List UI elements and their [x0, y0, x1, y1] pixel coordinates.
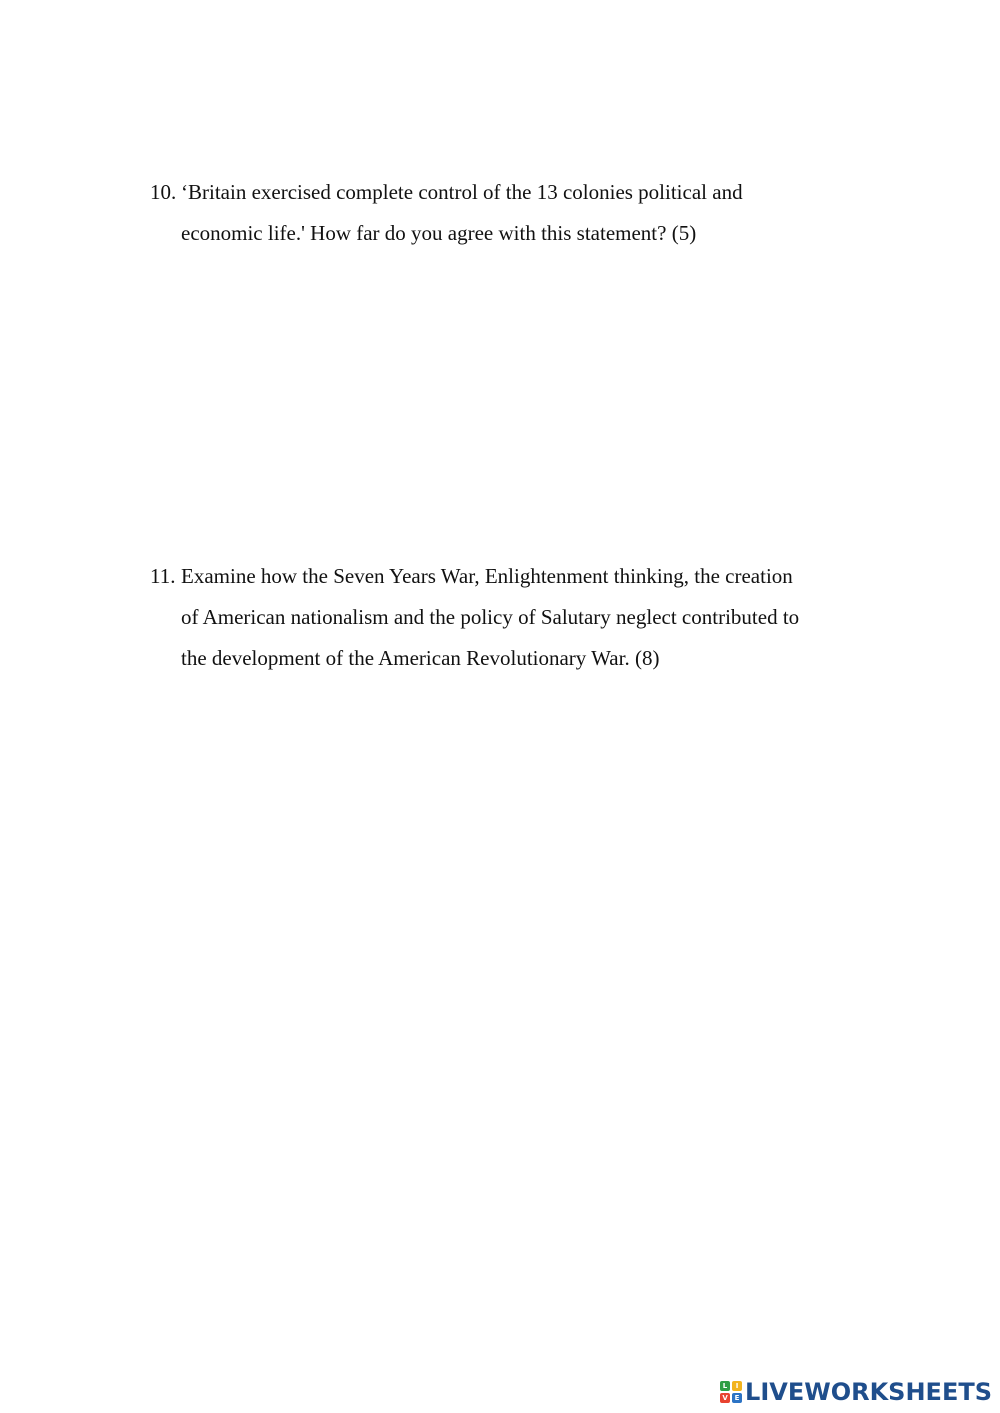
liveworksheets-logo-icon — [720, 1381, 742, 1403]
question-11-text — [181, 556, 890, 679]
question-11-number: 11. — [150, 564, 176, 588]
question-11-line-3: the development of the American Revolutionary War. (8) — [181, 646, 660, 670]
question-10-line-1: ‘Britain exercised complete control of the 13 colonies political and — [181, 180, 743, 204]
question-11-line-2: of American nationalism and the policy of Salutary neglect contributed to — [181, 605, 800, 629]
question-10 — [150, 172, 890, 254]
liveworksheets-brand — [720, 1376, 992, 1408]
logo-square-l: L — [720, 1381, 730, 1391]
answer-area-11[interactable] — [150, 690, 890, 1330]
logo-square-e: E — [732, 1393, 742, 1403]
answer-area-10[interactable] — [150, 260, 890, 540]
question-11 — [150, 556, 890, 679]
logo-square-i: I — [732, 1381, 742, 1391]
question-10-number: 10. — [150, 180, 177, 204]
question-10-text — [181, 172, 890, 254]
liveworksheets-wordmark: LIVEWORKSHEETS — [745, 1378, 992, 1406]
question-11-line-1: Examine how the Seven Years War, Enlightenment thinking, the creation — [181, 564, 793, 588]
logo-square-v: V — [720, 1393, 730, 1403]
question-10-line-2: economic life.' How far do you agree with this statement? (5) — [181, 221, 697, 245]
